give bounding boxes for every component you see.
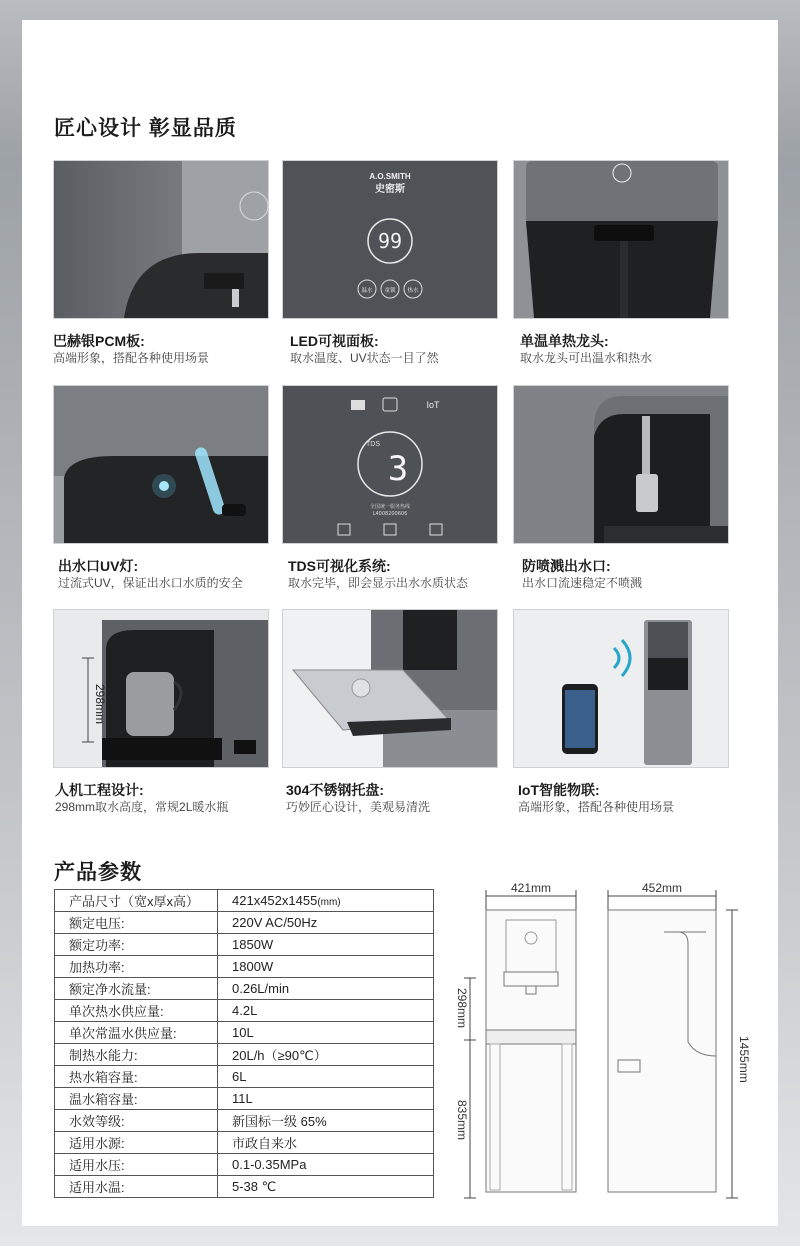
spec-value-text: 421x452x1455 <box>232 893 318 908</box>
feature-desc-7: 298mm取水高度，常规2L暖水瓶 <box>55 800 229 814</box>
spec-row <box>55 1044 434 1066</box>
tds-value-text: 3 <box>387 449 409 489</box>
spec-key: 适用水温: <box>55 1176 218 1198</box>
feature-desc-5: 取水完毕，即会显示出水水质状态 <box>288 576 469 590</box>
spec-row <box>55 890 434 912</box>
feature-image-iot <box>513 609 729 768</box>
dim-tap-height-label: 298mm <box>455 988 469 1029</box>
spec-key: 单次热水供应量: <box>55 1000 218 1022</box>
spec-value-text: 0.1-0.35MPa <box>232 1157 307 1172</box>
spec-key: 产品尺寸（宽x厚x高） <box>55 890 218 912</box>
spec-key: 额定电压: <box>55 912 218 934</box>
feature-title-2: LED可视面板: <box>290 333 379 349</box>
feature-title-9: IoT智能物联: <box>518 782 600 798</box>
feature-image-uv-lamp <box>53 385 269 544</box>
feature-desc-3: 取水龙头可出温水和热水 <box>520 351 653 365</box>
spec-value <box>218 978 434 1000</box>
spec-value <box>218 1176 434 1198</box>
feature-image-tray <box>282 609 498 768</box>
spec-row <box>55 912 434 934</box>
spec-row <box>55 934 434 956</box>
spec-value <box>218 1110 434 1132</box>
hotline-text: 全国统一服务热线 <box>369 504 411 510</box>
spec-value-text: 220V AC/50Hz <box>232 915 318 930</box>
feature-title-3: 单温单热龙头: <box>520 333 609 349</box>
dim-width-label: 421mm <box>510 881 552 895</box>
brand-cn-text: 史密斯 <box>375 184 405 195</box>
tds-label-text: TDS <box>366 441 380 448</box>
spec-value-text: 0.26L/min <box>232 981 290 996</box>
spec-value <box>218 1066 434 1088</box>
spec-key: 热水箱容量: <box>55 1066 218 1088</box>
feature-desc-4: 过流式UV，保证出水口水质的安全 <box>58 576 243 590</box>
spec-value-text: 市政自来水 <box>232 1136 298 1151</box>
feature-title-6: 防喷溅出水口: <box>522 558 611 574</box>
spec-row <box>55 1132 434 1154</box>
spec-value <box>218 1154 434 1176</box>
dim-depth-label: 452mm <box>641 881 683 895</box>
feature-image-ergonomic <box>53 609 269 768</box>
feature-desc-9: 高端形象，搭配各种使用场景 <box>518 800 675 814</box>
spec-value-text: 1800W <box>232 959 274 974</box>
feature-title-1: 巴赫银PCM板: <box>53 333 145 349</box>
spec-value-text: 5-38 ℃ <box>232 1178 277 1194</box>
spec-key: 适用水源: <box>55 1132 218 1154</box>
spec-row <box>55 956 434 978</box>
spec-key: 单次常温水供应量: <box>55 1022 218 1044</box>
spec-table <box>54 889 434 1198</box>
spec-value-text: 10L <box>232 1025 254 1040</box>
spec-value-text: 11L <box>232 1091 253 1106</box>
spec-row <box>55 1066 434 1088</box>
spec-row <box>55 1088 434 1110</box>
spec-value <box>218 1044 434 1066</box>
feature-desc-1: 高端形象，搭配各种使用场景 <box>53 351 210 365</box>
btn-hot-label: 热水 <box>407 288 419 294</box>
spec-value <box>218 890 434 912</box>
spec-row <box>55 978 434 1000</box>
iot-label-text: IoT <box>426 400 440 410</box>
spec-value <box>218 1132 434 1154</box>
temp-readout: 99 <box>377 229 403 253</box>
spec-key: 额定净水流量: <box>55 978 218 1000</box>
spec-row <box>55 1022 434 1044</box>
btn-lock-label: 童锁 <box>384 288 396 294</box>
spec-key: 额定功率: <box>55 934 218 956</box>
spec-key: 适用水压: <box>55 1154 218 1176</box>
spec-value <box>218 1000 434 1022</box>
dimension-drawings <box>442 880 751 1210</box>
feature-desc-2: 取水温度、UV状态一目了然 <box>290 351 439 365</box>
section-title-specs: 产品参数 <box>54 861 142 884</box>
spec-value-text: 20L/h（≥90℃） <box>232 1048 327 1063</box>
spec-row <box>55 1176 434 1198</box>
spec-value <box>218 1088 434 1110</box>
feature-title-7: 人机工程设计: <box>55 782 144 798</box>
dim-height-label: 1455mm <box>737 1036 751 1083</box>
spec-value-text: 4.2L <box>232 1003 258 1018</box>
feature-title-5: TDS可视化系统: <box>288 558 391 574</box>
feature-title-8: 304不锈钢托盘: <box>286 782 385 798</box>
brand-en-text: A.O.SMITH <box>369 172 411 181</box>
spec-value <box>218 912 434 934</box>
dim-lower-label: 835mm <box>455 1100 469 1141</box>
spec-value <box>218 956 434 978</box>
feature-image-pcm-panel <box>53 160 269 319</box>
feature-title-4: 出水口UV灯: <box>58 558 139 574</box>
feature-image-anti-splash <box>513 385 729 544</box>
spec-value <box>218 1022 434 1044</box>
height-dimension-label: 298mm <box>93 684 107 725</box>
spec-row <box>55 1110 434 1132</box>
feature-image-tds <box>282 385 498 544</box>
spec-unit: (mm) <box>317 897 341 908</box>
spec-value-text: 新国标一级 65% <box>232 1114 327 1129</box>
btn-warm-label: 温水 <box>361 288 373 294</box>
feature-desc-6: 出水口流速稳定不喷溅 <box>522 576 643 590</box>
spec-key: 制热水能力: <box>55 1044 218 1066</box>
feature-desc-8: 巧妙匠心设计，美观易清洗 <box>286 800 431 814</box>
feature-image-led-panel <box>282 160 498 319</box>
spec-value <box>218 934 434 956</box>
product-detail-card <box>22 20 778 1226</box>
feature-image-faucet <box>513 160 729 319</box>
section-title-design: 匠心设计 彰显品质 <box>54 117 237 140</box>
spec-value-text: 6L <box>232 1069 247 1084</box>
spec-key: 加热功率: <box>55 956 218 978</box>
spec-key: 水效等级: <box>55 1110 218 1132</box>
spec-key: 温水箱容量: <box>55 1088 218 1110</box>
spec-row <box>55 1154 434 1176</box>
spec-row <box>55 1000 434 1022</box>
hotline-number-text: L4008200606 <box>372 511 408 517</box>
spec-value-text: 1850W <box>232 937 274 952</box>
